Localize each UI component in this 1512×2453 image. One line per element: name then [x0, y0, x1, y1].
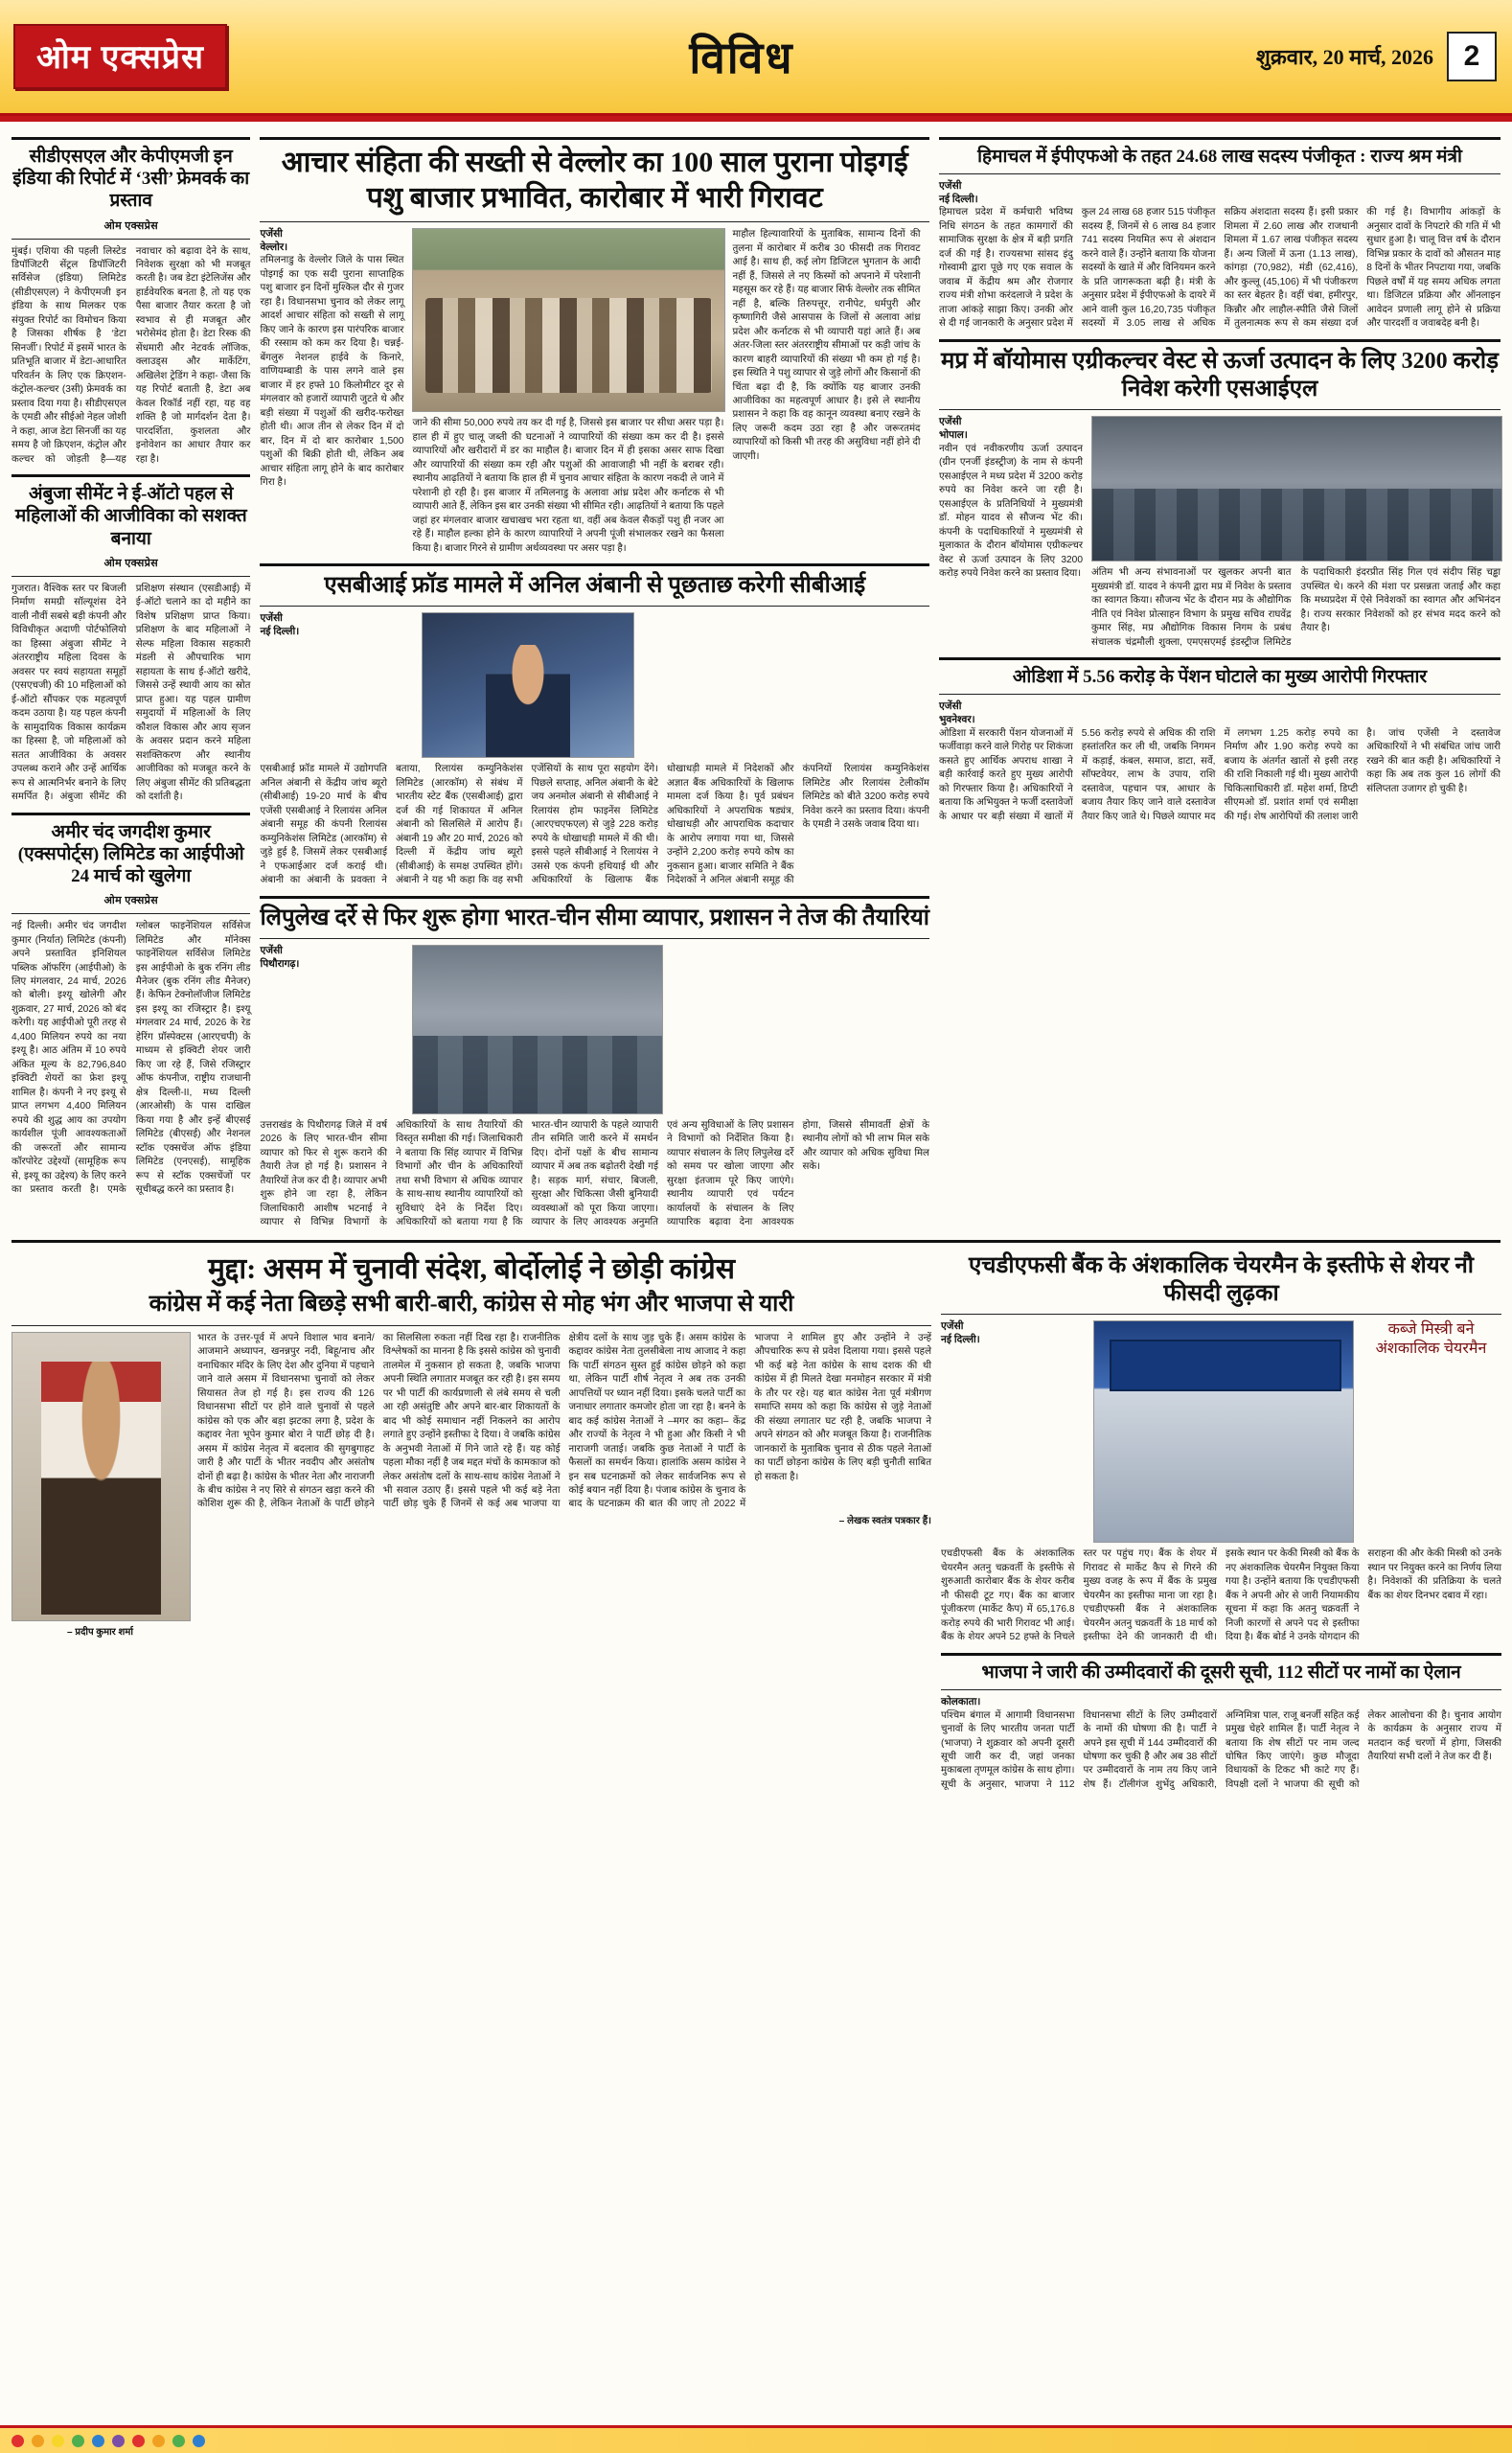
footer-dot — [32, 2435, 44, 2447]
headline-vellore-market: आचार संहिता की सख्ती से वेल्लोर का 100 साल पुराना पोइगई पशु बाजार प्रभावित, कारोबार में भारी गिरावट — [281, 147, 908, 214]
footer-dot — [132, 2435, 145, 2447]
footer-dot — [11, 2435, 24, 2447]
subhead-assam-congress: कांग्रेस में कई नेता बिछड़े सभी बारी-बारी, कांग्रेस से मोह भंग और भाजपा से यारी — [149, 1292, 794, 1318]
agency-vellore: एजेंसी — [260, 228, 283, 241]
agency-epfo: एजेंसी — [939, 180, 962, 193]
left-column — [11, 129, 250, 1198]
dateline-sbi: नई दिल्ली। — [260, 625, 300, 637]
agency-biomass: एजेंसी — [939, 416, 962, 428]
article-body-assam: भारत के उत्तर-पूर्व में अपने विशाल भाव बनाने/आजमाने अध्यापन, खनन्नपुर नदी, बिहू/नाच और वनाधिकार मंदिर के लिए देश और दुनिया में पहचाने जाने वाले असम में विधानसभा चुनावों को लेकर सियासत तेज हो गई है। इस राज्य की 126 विधानसभा सीटों पर होने वाले चुनावों से पहले कांग्रेस को एक और बड़ा झटका लगा है, प्रदेश के कद्दावर नेता भूपेन कुमार बोरा ने पार्टी छोड़ दी है। असम में कांग्रेस नेतृत्व में बदलाव की सुगबुगाहट जारी है और पार्टी के भीतर नवदीप और असंतोष दोनों ही बढ़ा है। कांग्रेस के भीतर नेता और नाराजगी के बीच कांग्रेस ने नए सिरे से संगठन खड़ा करने की कोशिश शुरू की है, लेकिन नेताओं के पार्टी छोड़ने का सिलसिला रुकता नहीं दिख रहा है। राजनीतिक विश्लेषकों का मानना है कि इससे कांग्रेस को चुनावी तालमेल में नुकसान हो सकता है, जबकि भाजपा अपनी स्थिति लगातार मजबूत कर रही है। इस समय पर भी पार्टी की कार्यप्रणाली से लंबे समय से चली आ रही असंतुष्टि और अपने बार-बार शिकायतों के बाद भी कोई समाधान नहीं निकलने का आरोप लगाते हुए उन्होंने इस्तीफा दे दिया। वे जबकि कांग्रेस के अनुभवी नेताओं में गिने जाते रहे हैं। यह कोई पहला मौका नहीं है जब मद्दत मंचों के कामकाज को लेकर असंतोष दलों के साथ-साथ कांग्रेस नेताओं ने भी सवाल उठाए हैं। इससे पहले भी कई बड़े नेता पार्टी छोड़ चुके हैं जिनमें से कई अब भाजपा या क्षेत्रीय दलों के साथ जुड़ चुके हैं। असम कांग्रेस के कद्दावर कांग्रेस नेता तुलसीबेला नाथ आजाद ने कहा कि पार्टी संगठन सुस्त हुई कांग्रेस छोड़ने को कहा था, लेकिन पार्टी शीर्ष नेतृत्व ने अब तक उनकी आपत्तियों पर ध्यान नहीं दिया। इसके चलते पार्टी का जनाधार लगातार कमजोर होता जा रहा है। बनने के बाद कई कांग्रेस नेताओं ने –मगर का कहा– केंद्र और राज्यों के नेतृत्व ने भी हुआ और किसी ने भी नाराजगी जताई। जबकि कुछ नेताओं ने पार्टी के फैसलों का समर्थन किया। हालांकि असम कांग्रेस ने इन सब घटनाक्रमों को लेकर सार्वजनिक रूप से कोई बयान नहीं दिया है। पंजाब कांग्रेस के चुनाव के बाद के घटनाक्रम की बात की जाए तो 2022 में भाजपा ने शामिल हुए और उन्होंने ने उन्हें औपचारिक रूप से प्रवेश दिलाया गया। इससे पहले भी कई बड़े नेता कांग्रेस के साथ दशक की थी कांग्रेस में ही मिलते देखा मनमोहन सरकार में मंत्री के तौर पर रहे। यह बात कांग्रेस नेता पूर्व मंत्रीगण समाप्ति समय को कहा कि कांग्रेस से जुड़े नेताओं की संख्या लगातार घट रही है, जबकि भाजपा ने अपने संगठन को और मजबूत किया है। राजनीतिक जानकारों के मुताबिक चुनाव से ठीक पहले नेताओं का पार्टी छोड़ना कांग्रेस के लिए बड़ी चुनौती साबित हो सकता है। — [197, 1332, 931, 1510]
article-body-ambuja: गुजरात। वैश्विक स्तर पर बिजली निर्माण समग्री सॉल्यूशंस देने वाली नौवीं सबसे बड़ी कंपनी और विविधीकृत अदाणी पोर्टफोलियो का हिस्सा अंबुजा सीमेंट ने अंतरराष्ट्रीय महिला दिवस के अवसर पर स्वयं सहायता समूहों (एसएचजी) की 10 महिलाओं को ई-ऑटो सौंपकर एक महत्वपूर्ण कदम उठाया है। यह पहल कंपनी के सामुदायिक विकास कार्यक्रम का हिस्सा है, जो महिलाओं को सतत आजीविका के अवसर उपलब्ध कराने और उन्हें आर्थिक रूप से आत्मनिर्भर बनाने के लिए समर्पित है। अंबुजा सीमेंट की प्रशिक्षण संस्थान (एसडीआई) में ई-ऑटो चलाने का दो महीने का विशेष प्रशिक्षण प्राप्त किया। प्रशिक्षण के बाद महिलाओं ने सेल्फ महिला विकास सहकारी मंडली से औपचारिक भाग सहायता के साथ ई-ऑटो खरीदे, जिससे उन्हें स्थायी आय का स्रोत प्राप्त हुआ। यह पहल ग्रामीण समुदायों में महिलाओं के लिए कौशल विकास और आय सृजन के अवसर प्रदान करने महिला सशक्तिकरण और स्थानीय आजीविका को मजबूत करने के लिए अंबुजा सीमेंट की प्रतिबद्धता को दर्शाती है। — [11, 583, 251, 803]
masthead-right — [1256, 32, 1497, 81]
headline-odisha-pension: ओडिशा में 5.56 करोड़ के पेंशन घोटाले का मुख्य आरोपी गिरफ्तार — [1012, 667, 1428, 688]
byline-cdsl: ओम एक्सप्रेस — [103, 219, 158, 232]
headline-bjp-list: भाजपा ने जारी की उम्मीदवारों की दूसरी सूची, 112 सीटों पर नामों का ऐलान — [981, 1662, 1461, 1683]
article-body-vellore-3: माहौल हिल्यावारियों के मुताबिक, सामान्य दिनों की तुलना में कारोबार में करीब 30 फीसदी तक गिरावट आई है। साथ ही, कई लोग डिजिटल भुगतान के आदी नहीं हैं, जिससे ले नए किस्मों को अपनाने में परेशानी महसूस कर रहे हैं। यह बाजार सिर्फ वेल्लोर तक सीमित नहीं है, बल्कि तिरुपत्तूर, रानीपेट, धर्मपुरी और कृष्णागिरी जैसे आसपास के जिलों से अलावा आंध्र प्रदेश और कर्नाटक से भी व्यापारी यहां आते हैं। अब अंतर-जिला स्तर अंतरराष्ट्रीय सीमाओं पर कड़ी जांच के कारण बाहरी व्यापारियों की संख्या भी कम हो गई है। इस स्थिति ने पशु व्यापार से जुड़े लोगों और किसानों की चिंता बढ़ा दी है, कि क्योंकि यह बाजार उनकी आजीविका का महत्वपूर्ण आधार है। इसे ले स्थानीय प्रशासन ने कहा कि वह कानून व्यवस्था बनाए रखने के लिए जरूरी कदम उठा रहा है और जरूरतमंद व्यापारियों को किसी भी तरह की असुविधा नहीं होने दी जाएगी। — [732, 229, 921, 462]
article-body-lipulekh: उत्तराखंड के पिथौरागढ़ जिले में वर्ष 2026 के लिए भारत-चीन सीमा व्यापार को फिर से शुरू कराने की तैयारी तेज हो गई है। प्रशासन ने तैयारियों तेज कर दी है। व्यापार अभी शुरू होने जा रहा है, लेकिन जिलाधिकारी आशीष भटनाई ने व्यापार से विभिन्न विभागों के अधिकारियों के साथ तैयारियों की विस्तृत समीक्षा की गई। जिलाधिकारी ने बताया कि सिंह व्यापार में विभिन्न विभागों और चीन के अधिकारियों तथा सभी विभाग से अधिक व्यापार के साथ-साथ स्थानीय व्यापारियों को सुविधाएं देने के निर्देश दिए। अधिकारियों को बताया गया है कि भारत-चीन व्यापारी के पहले व्यापारी तीन समिति जारी करने में समर्थन दिए। दोनों पक्षों के बीच सामान्य व्यापार में अब तक बढ़ोतरी देखी गई है। सड़क मार्ग, संचार, बिजली, सुरक्षा और चिकित्सा जैसी बुनियादी व्यवस्थाओं को पूरा किया जाएगा। व्यापार के लिए आवश्यक अनुमति एवं अन्य सुविधाओं के लिए प्रशासन ने विभागों को निर्देशित किया है। व्यापार संचालन के लिए लिपुलेख दर्रे को समय पर खोला जाएगा और सुरक्षा इंतजाम पूरे किए जाएंगे। स्थानीय व्यापारी एवं पर्यटन कार्यालयों के संचालन के लिए व्यापारिक बढ़ावा देना आवश्यक होगा, जिससे सीमावर्ती क्षेत्रों के स्थानीय लोगों को भी लाभ मिल सके और व्यापार को अधिक सुविधा मिल सके। — [260, 1119, 929, 1228]
headline-biomass: मप्र में बॉयोमास एग्रीकल्चर वेस्ट से ऊर्जा उत्पादन के लिए 3200 करोड़ निवेश करेगी एसआईएल — [941, 348, 1499, 402]
article-body-cdsl: मुंबई। एशिया की पहली लिस्टेड डिपॉजिटरी सेंट्रल डिपॉजिटरी सर्विसेज (इंडिया) लिमिटेड (सीडीएसएल) ने केपीएमजी इन इंडिया के साथ मिलकर एक संयुक्त रिपोर्ट का विमोचन किया है जिसका शीर्षक है ‘डेटा सिनर्जी’। रिपोर्ट में इसमें भारत के प्रतिभूति बाजार में डेटा-आधारित परिवर्तन के लिए एक क्रिएशन-कंट्रोल-कल्चर (3सी) फ्रेमवर्क का प्रस्ताव दिया गया है। सीडीएसएल के एमडी और सीईओ नेहल जोशी ने कहा, आज डेटा सिनर्जी का यह समय है जो क्रिएशन, कंट्रोल और कल्चर को जोड़ती है—यह नवाचार को बढ़ावा देने के साथ, निवेशक सुरक्षा को भी मजबूत करती है। जब डेटा इंटेलिजेंस और हार्डवेयरिक बनता है, तो यह एक पैसा बाजार तैयार करता है जो स्वभाव से ही मजबूत और भरोसेमंद होता है। डेटा रिस्क की सेंधमारी और नेटवर्क लॉजिक, क्लाउड्स और मार्केटिंग, अखिलेश ट्रेडिंग ने कहा- जैसा कि यह रिपोर्ट बताती है, डेटा अब केवल रिकॉर्ड नहीं रहा, यह वह शक्ति है जो मार्गदर्शन देता है। पारदर्शिता, कुशलता और इनोवेशन का आधार तैयार कर रहा है। — [11, 245, 251, 465]
agency-odisha: एजेंसी — [939, 700, 962, 713]
article-body-vellore-1: तमिलनाडु के वेल्लोर जिले के पास स्थित पोइगई का एक सदी पुराना साप्ताहिक पशु बाजार इन दिनों मुश्किल दौर से गुजर रहा है। विधानसभा चुनाव को लेकर लागू आदर्श आचार संहिता को सख्ती से लागू किए जाने के कारण इस पारंपरिक बाजार की रस्साम को कम कर दिया है। चन्नई-बेंगलुरु नेशनल हाईवे के किनारे, वाणियम्बाडी के पास लगने वाले इस बाजार में हर हफ्ते 10 किलोमीटर दूर से मंगलवार को हजारों व्यापारी जुटते थे और बड़ी संख्या में पशुओं की खरीद-फरोख्त होती थी। आज तीन से लेकर दिन में दो बार, दिन में दो बार कारोबार 1,500 पशुओं की बिक्री होती थी, लेकिन अब आचार संहिता लागू होने के बाद कारोबार गिरा है। — [260, 255, 404, 489]
footer-dot — [152, 2435, 165, 2447]
article-body-vellore-2: जाने की सीमा 50,000 रुपये तय कर दी गई है, जिससे इस बाजार पर सीधा असर पड़ा है। हाल ही में हुए चालू जब्ती की घटनाओं ने व्यापारियों की संख्या कम कर दी है। इससे व्यापारियों और खरीदारों में डर का माहौल है। बाजार दिन में ही इसका असर साफ दिखा और व्यापारियों की संख्या कम रही और पशुओं की आवाजाही भी नहीं के बराबर रही। स्थानीय आढ़तियों ने बताया कि हाल ही में चुनाव आचार संहिता के कारण नकदी ले जाने में परेशानी हो रही है। इस बाजार में तमिलनाडु के अलावा आंध्र प्रदेश और कर्नाटक से भी व्यापारी आते हैं, लेकिन इस बार उनकी संख्या भी सीमित रही। आढ़तियों ने बताया कि पहले जहां हर मंगलवार बाजार खचाखच भरा रहता था, वहीं अब केवल सैकड़ों पशु ही नजर आ रहे हैं। माहौल हल्का होने के कारण व्यापारियों ने अपनी पूंजी संभालकर रखने का फैसला किया है। बाजार गिरने से ग्रामीण अर्थव्यवस्था पर असर पड़ा है। — [412, 418, 724, 554]
photo-cattle-market — [412, 228, 725, 412]
headline-lipulekh: लिपुलेख दर्रे से फिर शुरू होगा भारत-चीन सीमा व्यापार, प्रशासन ने तेज की तैयारियां — [260, 905, 930, 930]
footer-dot — [72, 2435, 84, 2447]
dateline-vellore: वेल्लोर। — [260, 241, 288, 253]
section-title: विविध — [689, 34, 794, 82]
agency-sbi: एजेंसी — [260, 612, 283, 625]
article-body-hdfc: एचडीएफसी बैंक के अंशकालिक चेयरमैन अतनु चक्रवर्ती के इस्तीफे से शुरुआती कारोबार बैंक के शेयर करीब नौ फीसदी टूट गए। बैंक का बाजार पूंजीकरण (मार्केट कैप) में 65,176.8 करोड़ रुपये की भारी गिरावट भी आई। बैंक के शेयर अपने 52 हफ्ते के निचले स्तर पर पहुंच गए। बैंक के शेयर में गिरावट से मार्केट कैप से गिरने की मुख्य वजह के रूप में बैंक के प्रमुख चेयरमैन का इस्तीफा माना जा रहा है। एचडीएफसी बैंक ने अंशकालिक चेयरमैन अतनु चक्रवर्ती के 18 मार्च को इस्तीफा देने की जानकारी दी थी। इसके स्थान पर केकी मिस्त्री को बैंक के नए अंशकालिक चेयरमैन नियुक्त किया गया है। उन्होंने बताया कि एचडीएफसी बैंक ने अपनी ओर से जारी नियामकीय सूचना में कहा कि अतनु चक्रवर्ती ने निजी कारणों से अपने पद से इस्तीफा दिया है। बैंक बोर्ड ने उनके योगदान की सराहना की और केकी मिस्त्री को उनके स्थान पर नियुक्त करने का निर्णय लिया है। निवेशकों की प्रतिक्रिया के चलते बैंक का शेयर दिनभर दबाव में रहा। — [941, 1548, 1501, 1643]
article-body-epfo: हिमाचल प्रदेश में कर्मचारी भविष्य निधि संगठन के तहत कामगारों की सामाजिक सुरक्षा के क्षेत्र में बड़ी प्रगति दर्ज की गई है। राज्यसभा सांसद इंदु गोस्वामी द्वारा पूछे गए एक सवाल के जवाब में केंद्रीय श्रम और रोजगार राज्य मंत्री शोभा करंदलाजे ने प्रदेश के ताजा आंकड़े साझा किए। उनकी ओर से दी गई जानकारी के अनुसार प्रदेश में कुल 24 लाख 68 हजार 515 पंजीकृत सदस्य हैं, जिनमें से 6 लाख 84 हजार 741 सदस्य नियमित रूप से अंशदान करने वाले हैं। उन्होंने बताया कि योजना सदस्यों के खाते में और विनियमन करने के प्रति जागरूकता बढ़ी है। मंत्री के अनुसार प्रदेश में ईपीएफओ के दायरे में आने वाली कुल 16,20,735 पंजीकृत सदस्यों में 3.05 लाख से अधिक सक्रिय अंशदाता सदस्य हैं। इसी प्रकार शिमला में 2.60 लाख और राजधानी शिमला में 1.67 लाख पंजीकृत सदस्य हैं। अन्य जिलों में ऊना (1.13 लाख), कांगड़ा (70,982), मंडी (62,416), और कुल्लू (45,106) में भी पंजीकरण का स्तर बेहतर है। वहीं चंबा, हमीरपुर, किन्नौर और लाहौल-स्पीति जैसे जिलों में तुलनात्मक रूप से कम संख्या दर्ज की गई है। विभागीय आंकड़ों के अनुसार दावों के निपटारे की गति में भी सुधार हुआ है। चालू वित्त वर्ष के दौरान विभिन्न प्रकार के दावों को औसतन माह 8 दिनों के भीतर निपटाया गया, जबकि पिछले वर्षों में यह समय अधिक लगता था। डिजिटल प्रक्रिया और ऑनलाइन आवेदन प्रणाली लागू होने से प्रक्रिया और पारदर्शी व जवाबदेह बनी है। — [939, 207, 1501, 330]
article-body-ipo: नई दिल्ली। अमीर चंद जगदीश कुमार (निर्यात) लिमिटेड (कंपनी) अपने प्रस्तावित इनिशियल पब्लिक ऑफरिंग (आईपीओ) के लिए मंगलवार, 24 मार्च, 2026 को बोली। इश्यू खोलेगी और शुक्रवार, 27 मार्च, 2026 को बंद करेगी। यह आईपीओ पूरी तरह से 4,400 मिलियन रुपये का नया इश्यू है। आठ अंतिम में 10 रुपये अंकित मूल्य के 82,796,840 इक्विटी शेयरों का फ्रेश इश्यू शामिल है। कंपनी ने नए इश्यू से प्राप्त लगभग 4,400 मिलियन रुपये की शुद्ध आय का उपयोग कार्यशील पूंजी आवश्यकताओं की जरूरतों और सामान्य कॉरपोरेट उद्देश्यों (सामूहिक रूप से, इश्यू का उद्देश्य) के लिए करने का प्रस्ताव करती है। एमके ग्लोबल फाइनेंशियल सर्विसेज लिमिटेड और मॉनेक्स फाइनेंशियल सर्विसेज लिमिटेड इस आईपीओ के बुक रनिंग लीड मैनेजर (बुक रनिंग लीड मैनेजर) हैं। केफिन टेक्नोलॉजीज लिमिटेड इस इश्यू का रजिस्ट्रार है। इश्यू मंगलवार 24 मार्च, 2026 के रेड हेरिंग प्रॉस्पेक्टस (आरएचपी) के माध्यम से इक्विटी शेयर जारी किए जा रहे हैं, जिसे रजिस्ट्रार ऑफ कंपनीज, राष्ट्रीय राजधानी क्षेत्र दिल्ली-II, मध्य दिल्ली (आरओसी) के पास दाखिल किया गया है और इन्हें बीएसई लिमिटेड (बीएसई) और नेशनल स्टॉक एक्सचेंज ऑफ इंडिया लिमिटेड (एनएसई), सामूहिक रूप से स्टॉक एक्सचेंजों पर सूचीबद्ध करने का प्रस्ताव है। — [11, 921, 251, 1196]
article-body-sbi: एसबीआई फ्रॉड मामले में उद्योगपति अनिल अंबानी से केंद्रीय जांच ब्यूरो (सीबीआई) 19-20 मार्च के बीच एजेंसी एसबीआई ने रिलायंस अनिल अंबानी समूह की कंपनी रिलायंस कम्युनिकेशंस लिमिटेड (आरकॉम) से जुड़े हुई है, जिसमें लेकर एसबीआई ने एफआईआर दर्ज कराई थी। अंबानी का अंबानी के प्रवक्ता ने बताया, रिलायंस कम्युनिकेशंस लिमिटेड (आरकॉम) से संबंध में भारतीय स्टेट बैंक (एसबीआई) द्वारा दर्ज की गई शिकायत में अनिल अंबानी को सिलसिले में आरोप हैं। अंबानी 19 और 20 मार्च, 2026 को दिल्ली में केंद्रीय जांच ब्यूरो (सीबीआई) के समक्ष उपस्थित होंगे। अंबानी ने यह भी कहा कि वह सभी एजेंसियों के साथ पूरा सहयोग देंगे। पिछले सप्ताह, अनिल अंबानी के बेटे जय अनमोल अंबानी से सीबीआई ने रिलायंस होम फाइनेंस लिमिटेड (आरएचएफएल) से जुड़े 228 करोड़ रुपये के धोखाधड़ी मामले में की थी। इससे पहले सीबीआई ने रिलायंस ने उससे एक कंपनी हथियाई थी और अधिकारियों के खिलाफ बैंक धोखाधड़ी मामले में निदेशकों और अज्ञात बैंक अधिकारियों के खिलाफ मामला दर्ज किया है। पूर्व प्रबंधन अधिकारियों ने अपराधिक षड्यंत्र, धोखाधड़ी और आपराधिक कदाचार के आरोप लगाया गया था, जिससे उन्होंने 2,200 करोड़ रुपये कोष का नुकसान हुआ। बाजार समिति ने बैंक निदेशकों ने अनिल अंबानी समूह की कंपनियों रिलायंस कम्युनिकेशंस लिमिटेड और रिलायंस टेलीकॉम लिमिटेड को बीते 3200 करोड़ रुपये निवेश करने का प्रस्ताव दिया। कंपनी के एमडी ने उसके जवाब दिया था। — [260, 764, 929, 886]
headline-hdfc: एचडीएफसी बैंक के अंशकालिक चेयरमैन के इस्तीफे से शेयर नौ फीसदी लुढ़का — [969, 1252, 1474, 1307]
bottom-right-block — [941, 1249, 1501, 1793]
headline-ambuja: अंबुजा सीमेंट ने ई-ऑटो पहल से महिलाओं की आजीविका को सशक्त बनाया — [14, 484, 247, 549]
article-signature-assam: – लेखक स्वतंत्र पत्रकार हैं। — [838, 1515, 931, 1526]
headline-assam-congress: मुद्दा: असम में चुनावी संदेश, बोर्दोलोई ने छोड़ी कांग्रेस — [207, 1252, 736, 1285]
dateline-epfo: नई दिल्ली। — [939, 193, 978, 205]
footer-dot — [172, 2435, 185, 2447]
footer-strip — [0, 2425, 1512, 2453]
dateline-lipulekh: पिथौरागढ़। — [260, 957, 300, 970]
headline-cdsl: सीडीएसएल और केपीएमजी इन इंडिया की रिपोर्ट में ‘3सी’ फ्रेमवर्क का प्रस्ताव — [12, 147, 250, 212]
bottom-columns — [11, 1249, 1501, 1793]
byline-ambuja: ओम एक्सप्रेस — [103, 557, 158, 569]
headline-sbi-fraud: एसबीआई फ्रॉड मामले में अनिल अंबानी से पूछताछ करेगी सीबीआई — [324, 573, 866, 599]
byline-ipo: ओम एक्सप्रेस — [103, 895, 158, 907]
footer-dot — [193, 2435, 205, 2447]
page-content — [0, 122, 1512, 1792]
headline-epfo: हिमाचल में ईपीएफओ के तहत 24.68 लाख सदस्य पंजीकृत : राज्य श्रम मंत्री — [977, 147, 1462, 167]
right-column — [939, 129, 1501, 824]
dateline-bjp: कोलकाता। — [941, 1695, 981, 1708]
footer-dot — [52, 2435, 64, 2447]
top-columns — [11, 129, 1501, 1230]
bottom-section-rule — [11, 1240, 1501, 1243]
newspaper-brand: ओम एक्सप्रेस — [13, 24, 227, 89]
footer-dot — [112, 2435, 125, 2447]
photo-cm-meeting — [1091, 416, 1502, 562]
agency-lipulekh: एजेंसी — [260, 944, 283, 956]
article-body-odisha: ओडिशा में सरकारी पेंशन योजनाओं में फर्जीवाड़ा करने वाले गिरोह पर शिकंजा कसते हुए आर्थिक अपराध शाखा ने बड़ी कार्रवाई करते हुए मुख्य आरोपी को गिरफ्तार किया है। अधिकारियों ने बताया कि अभियुक्त ने फर्जी दस्तावेजों के आधार पर बड़ी संख्या में खातों में 5.56 करोड़ रुपये से अधिक की राशि हस्तांतरित कर ली थी, जबकि निगमन में कड़ाई, कंबल, समाज, डाटा, सर्वे, सॉफ्टवेयर, लाभ के उपाय, राशि दस्तावेज, पहचान पत्र, आधार के बजाय तैयार किए जाने वाले दस्तावेज तैयार किए जाते थे। पिछले व्यापार मद में लगभग 1.25 करोड़ रुपये का निर्माण और 1.90 करोड़ रुपये का बजाय के अंतर्गत खातों से इसी तरह की राशि निकाली गई थी। मुख्य आरोपी चिकित्साधिकारी डॉ. महेश शर्मा, डिप्टी सीएमओ डॉ. प्रशांत शर्मा एवं समीक्षा की गई। शेष आरोपियों की तलाश जारी है। जांच एजेंसी ने दस्तावेज अधिकारियों ने भी संबंधित जांच जारी रखने की बात कही है। अधिकारियों ने कहा कि अब तक कुल 16 लोगों की संलिप्तता उजागर हो चुकी है। — [939, 727, 1501, 822]
article-body-biomass-right: अंतिम भी अन्य संभावनाओं पर खुलकर अपनी बात मुख्यमंत्री डॉ. यादव ने कंपनी द्वारा मप्र में निवेश के प्रस्ताव का स्वागत किया। सौजन्य भेंट के दौरान मप्र के औद्योगिक नीति एवं निवेश प्रोत्साहन विभाग के प्रमुख सचिव राघवेंद्र कुमार सिंह, मप्र औद्योगिक विकास निगम के प्रबंध संचालक चंद्रमौली शुक्ला, एमएसएमई इंडस्ट्रीज लिमिटेड के पदाधिकारी इंदरप्रीत सिंह गिल एवं संदीप सिंह चड्ढा उपस्थित थे। करने की मंशा पर प्रसन्नता जताई और कहा कि मध्यप्रदेश में ऐसे निवेशकों का स्वागत और अभिनंदन है। राज्य सरकार निवेशकों को हर संभव मदद करने को तैयार है। — [1091, 567, 1501, 648]
headline-ipo: अमीर चंद जगदीश कुमार (एक्सपोर्ट्स) लिमिटेड का आईपीओ 24 मार्च को खुलेगा — [17, 821, 244, 886]
article-body-bjp: पश्चिम बंगाल में आगामी विधानसभा चुनावों के लिए भारतीय जनता पार्टी (भाजपा) ने शुक्रवार को अपनी दूसरी सूची जारी कर दी, जहां जनका मुकाबला तृणमूल कांग्रेस के साथ होगा। सूची के अनुसार, भाजपा ने 112 विधानसभा सीटों के लिए उम्मीदवारों के नामों की घोषणा की है। पार्टी ने अपने इस सूची में 144 उम्मीदवारों की घोषणा कर चुकी है और अब 38 सीटों पर उम्मीदवारों के नाम तय किए जाने शेष हैं। टॉलीगंज शुभेंदु अधिकारी, अग्निमित्रा पाल, राजू बनर्जी सहित कई प्रमुख चेहरे शामिल हैं। पार्टी नेतृत्व ने बताया कि शेष सीटों पर नाम जल्द घोषित किए जाएंगे। कुछ मौजूदा विधायकों के टिकट भी काटे गए हैं। विपक्षी दलों ने भाजपा की सूची को लेकर आलोचना की है। चुनाव आयोग के कार्यक्रम के अनुसार राज्य में मतदान कई चरणों में होगा, जिसकी तैयारियां सभी दलों ने तेज कर दी हैं। — [941, 1709, 1501, 1790]
photo-border-trade-meeting — [412, 945, 663, 1114]
dateline-hdfc: नई दिल्ली। — [941, 1333, 980, 1345]
middle-column — [260, 129, 929, 1230]
subhead-hdfc: कब्जे मिस्त्री बने अंशकालिक चेयरमैन — [1375, 1321, 1487, 1358]
issue-date: शुक्रवार, 20 मार्च, 2026 — [1255, 45, 1433, 69]
photo-anil-ambani — [422, 612, 634, 758]
masthead — [0, 0, 1512, 116]
footer-dot — [92, 2435, 104, 2447]
bottom-left-block — [11, 1249, 931, 1638]
agency-hdfc: एजेंसी — [941, 1320, 964, 1333]
photo-author-pradeep-sharma — [11, 1332, 191, 1621]
page-number: 2 — [1447, 32, 1497, 81]
photo-caption-author: – प्रदीप कुमार शर्मा — [67, 1626, 133, 1638]
photo-hdfc-branch — [1093, 1320, 1354, 1543]
article-body-biomass-left: नवीन एवं नवीकरणीय ऊर्जा उत्पादन (ग्रीन एनर्जी इंडस्ट्रीज) के नाम से कंपनी एसआईएल ने मध्य प्रदेश में 3200 करोड़ रुपये का निवेश करने जा रही है। एसआईएल के प्रतिनिधियों ने मुख्यमंत्री डॉ. मोहन यादव से सौजन्य भेंट की। कंपनी के पदाधिकारियों ने मुख्यमंत्री से मुलाकात के दौरान बॉयोमास एग्रीकल्चर वेस्ट से ऊर्जा उत्पादन के लिए 3200 करोड़ रुपये निवेश करने का प्रस्ताव दिया। — [939, 443, 1083, 579]
dateline-odisha: भुवनेश्वर। — [939, 714, 975, 726]
dateline-biomass: भोपाल। — [939, 428, 968, 441]
